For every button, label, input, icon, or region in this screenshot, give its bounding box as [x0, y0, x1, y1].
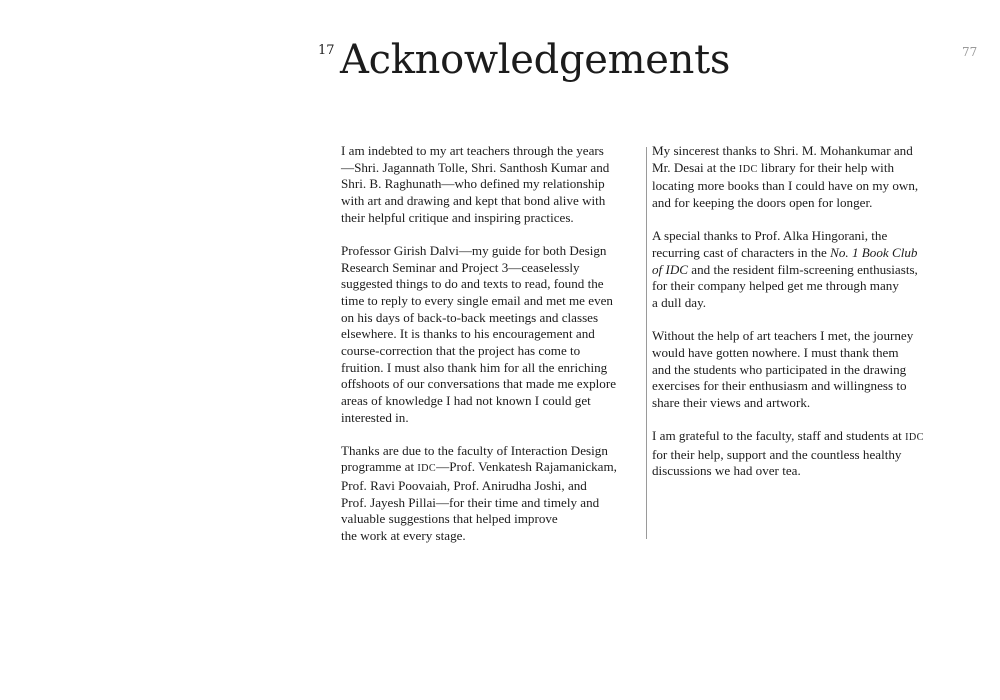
- text-line: valuable suggestions that helped improve: [341, 511, 558, 527]
- text-fragment: Mr. Desai at the: [652, 159, 739, 175]
- text-line: for their company helped get me through many: [652, 278, 899, 294]
- text-line: elsewhere. It is thanks to his encouragement and: [341, 326, 595, 342]
- chapter-number: 17: [318, 43, 335, 58]
- text-line: [341, 459, 641, 478]
- page-number: 77: [962, 45, 978, 59]
- paragraph-drawing-students: [652, 328, 952, 411]
- text-line: Thanks are due to the faculty of Interaction Design: [341, 442, 608, 458]
- text-fragment: recurring cast of characters in the: [652, 244, 831, 260]
- text-line: [652, 262, 952, 279]
- left-column: [341, 143, 641, 561]
- text-fragment: library for their help with: [757, 159, 895, 175]
- text-line: [652, 160, 952, 179]
- text-line: Shri. B. Raghunath—who defined my relationship: [341, 176, 605, 192]
- text-line: Professor Girish Dalvi—my guide for both Design: [341, 242, 607, 258]
- text-line: Without the help of art teachers I met, the journey: [652, 328, 914, 344]
- text-line: [652, 428, 952, 447]
- text-line: Prof. Jayesh Pillai—for their time and timely and: [341, 494, 600, 510]
- page-title: Acknowledgements: [340, 37, 731, 83]
- text-line: interested in.: [341, 409, 409, 425]
- text-line: with art and drawing and kept that bond alive with: [341, 192, 606, 208]
- text-line: offshoots of our conversations that made me explore: [341, 376, 617, 392]
- text-line: I am indebted to my art teachers through the years: [341, 143, 604, 158]
- text-line: discussions we had over tea.: [652, 463, 801, 479]
- abbreviation-idc: IDC: [417, 463, 437, 475]
- text-line: time to reply to every single email and met me even: [341, 292, 613, 308]
- text-line: the work at every stage.: [341, 528, 466, 544]
- text-line: areas of knowledge I had not known I could get: [341, 392, 591, 408]
- text-line: fruition. I must also thank him for all the enriching: [341, 359, 608, 375]
- paragraph-faculty: [341, 443, 641, 545]
- text-line: locating more books than I could have on my own,: [652, 178, 919, 194]
- text-line: a dull day.: [652, 294, 707, 310]
- text-line: would have gotten nowhere. I must thank them: [652, 344, 899, 360]
- paragraph-art-teachers: [341, 143, 641, 226]
- abbreviation-idc: IDC: [738, 163, 758, 175]
- text-fragment: and the resident film-screening enthusiasts,: [688, 261, 918, 277]
- text-line: and for keeping the doors open for longer.: [652, 194, 873, 210]
- text-line: [652, 245, 952, 262]
- text-line: and the students who participated in the drawing: [652, 361, 907, 377]
- column-divider: [646, 147, 647, 539]
- text-line: suggested things to do and texts to read, found the: [341, 276, 604, 292]
- text-line: —Shri. Jagannath Tolle, Shri. Santhosh Kumar and: [341, 159, 610, 175]
- text-line: A special thanks to Prof. Alka Hingorani, the: [652, 228, 888, 244]
- abbreviation-idc: IDC: [905, 432, 924, 444]
- text-line: Research Seminar and Project 3—ceaselessly: [341, 259, 580, 275]
- book-club-name: of IDC: [652, 261, 689, 277]
- text-fragment: —Prof. Venkatesh Rajamanickam,: [436, 459, 617, 475]
- paragraph-book-club: [652, 228, 952, 311]
- paragraph-grateful: [652, 428, 952, 480]
- paragraph-library: [652, 143, 952, 212]
- right-column: [652, 143, 952, 497]
- text-fragment: I am grateful to the faculty, staff and students at: [652, 428, 906, 444]
- text-line: course-correction that the project has come to: [341, 342, 581, 358]
- text-line: My sincerest thanks to Shri. M. Mohankumar and: [652, 143, 913, 158]
- text-line: on his days of back-to-back meetings and classes: [341, 309, 599, 325]
- text-fragment: programme at: [341, 459, 418, 475]
- text-line: for their help, support and the countless healthy: [652, 446, 902, 462]
- book-club-name: No. 1 Book Club: [830, 244, 918, 260]
- text-line: exercises for their enthusiasm and willingness to: [652, 378, 907, 394]
- text-line: Prof. Ravi Poovaiah, Prof. Anirudha Joshi, and: [341, 478, 587, 494]
- paragraph-guide: [341, 243, 641, 426]
- text-line: share their views and artwork.: [652, 394, 811, 410]
- text-line: their helpful critique and inspiring practices.: [341, 209, 574, 225]
